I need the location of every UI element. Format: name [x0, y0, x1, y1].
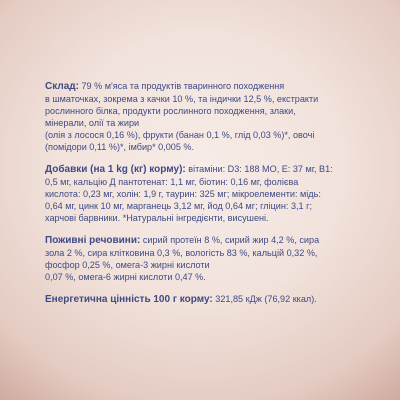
additives-section: [45, 163, 375, 224]
composition-line: (олія з лосося 0,16 %), фрукти (банан 0,1 %, глід 0,03 %)*, овочі: [45, 130, 315, 140]
additives-heading: Добавки (на 1 kg (кг) корму):: [45, 164, 186, 175]
composition-line: (помідори 0,11 %)*, імбир* 0,005 %.: [45, 142, 195, 152]
additives-line: Добавки (на 1 kg (кг) корму): вітаміни: D3: 188 МО, E: 37 мг, B1:: [45, 164, 333, 175]
additives-line: кислота: 0,23 мг, холін: 1,9 г, таурин: 325 мг; мікроелементи: мідь:: [45, 189, 321, 199]
composition-line: мінерали, олії та жири: [45, 118, 140, 128]
energy-section: [45, 293, 375, 306]
composition-heading: Склад:: [45, 81, 79, 92]
nutrients-line: Поживні речовини: сирий протеїн 8 %, сирий жир 4,2 %, сира: [45, 235, 320, 246]
nutrients-heading: Поживні речовини:: [45, 235, 141, 246]
energy-line: Енергетична цінність 100 г корму: 321,85 кДж (76,92 ккал).: [45, 294, 317, 305]
nutrients-line: 0,07 %, омега-6 жирні кислоти 0,47 %.: [45, 272, 206, 282]
composition-line: в шматочках, зокрема з качки 10 %, та індички 12,5 %, екстракти: [45, 94, 319, 104]
additives-line: 0,64 мг, цинк 10 мг, марганець 3,12 мг, йод 0,64 мг; гліцин: 3,1 г;: [45, 201, 312, 211]
additives-line: харчові барвники. *Натуральні інгредієнти, висушені.: [45, 213, 269, 223]
composition-line: Склад: 79 % м'яса та продуктів тваринного походження: [45, 81, 285, 92]
nutrients-line: фосфор 0,25 %, омега-3 жирні кислоти: [45, 260, 210, 270]
additives-line: 0,5 мг, кальцію Д пантотенат: 1,1 мг, біотин: 0,16 мг, фолієва: [45, 177, 299, 187]
energy-heading: Енергетична цінність 100 г корму:: [45, 294, 213, 305]
nutrients-line: зола 2 %, сира клітковина 0,3 %, вологість 83 %, кальцій 0,32 %,: [45, 248, 318, 258]
product-info-text: [45, 80, 375, 316]
nutrients-section: [45, 234, 375, 283]
composition-line: рослинного білка, продукти рослинного походження, злаки,: [45, 106, 296, 116]
composition-section: [45, 80, 375, 153]
